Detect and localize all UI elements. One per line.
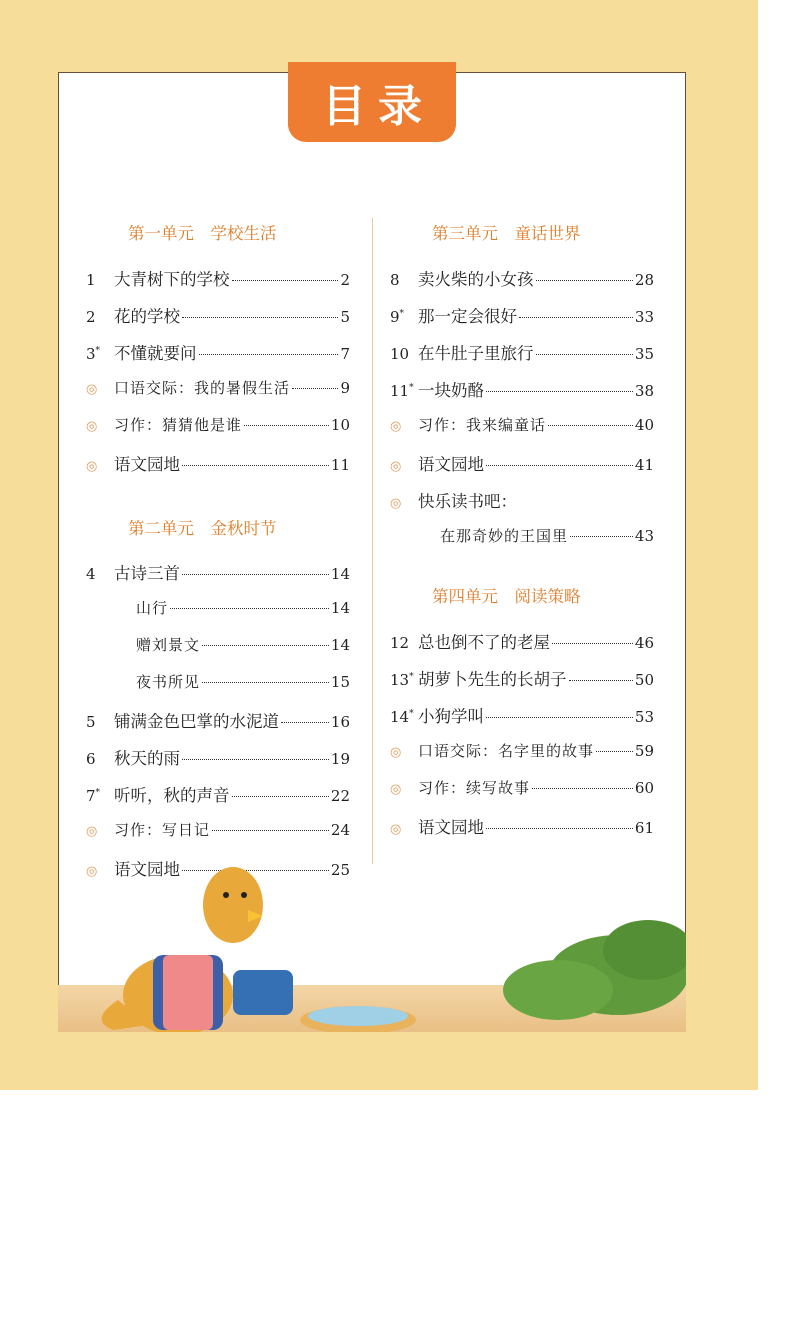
page-number: 14 bbox=[330, 636, 350, 654]
dot-leader bbox=[202, 682, 329, 683]
lesson-number: 1 bbox=[86, 271, 96, 289]
entry-title: 山行 bbox=[136, 599, 169, 617]
page-number: 5 bbox=[340, 308, 350, 326]
page-number: 2 bbox=[340, 271, 350, 289]
optional-mark: * bbox=[409, 709, 414, 719]
toc-entry[interactable] bbox=[390, 777, 654, 798]
unit-title: 第一单元 学校生活 bbox=[128, 224, 277, 243]
page-number: 33 bbox=[634, 308, 654, 326]
page-number: 25 bbox=[330, 861, 350, 879]
entry-title: 习作：我来编童话 bbox=[418, 416, 547, 434]
toc-entry[interactable] bbox=[390, 629, 654, 653]
entry-title: 赠刘景文 bbox=[136, 636, 201, 654]
entry-title: 语文园地 bbox=[114, 455, 180, 474]
dot-leader bbox=[596, 751, 633, 752]
bullet-icon: ◎ bbox=[86, 419, 98, 434]
entry-title: 在那奇妙的王国里 bbox=[440, 527, 569, 545]
entry-title: 总也倒不了的老屋 bbox=[418, 633, 550, 652]
bullet-icon: ◎ bbox=[86, 864, 98, 879]
lesson-number: 9* bbox=[390, 308, 405, 326]
page-number: 15 bbox=[330, 673, 350, 691]
entry-title: 卖火柴的小女孩 bbox=[418, 270, 534, 289]
toc-entry[interactable] bbox=[440, 525, 654, 546]
entry-title: 夜书所见 bbox=[136, 673, 201, 691]
optional-mark: * bbox=[409, 672, 414, 682]
dot-leader bbox=[199, 354, 339, 355]
lesson-number: 3* bbox=[86, 345, 101, 363]
page-number: 61 bbox=[634, 819, 654, 837]
dot-leader bbox=[212, 830, 329, 831]
bullet-icon: ◎ bbox=[390, 822, 402, 837]
lesson-number: 14* bbox=[390, 708, 414, 726]
toc-entry[interactable] bbox=[86, 303, 350, 327]
dot-leader bbox=[182, 317, 338, 318]
lesson-number: 6 bbox=[86, 750, 96, 768]
optional-mark: * bbox=[95, 788, 101, 798]
toc-entry[interactable] bbox=[390, 814, 654, 838]
page-number: 40 bbox=[634, 416, 654, 434]
page-number: 11 bbox=[330, 456, 350, 474]
page-number: 22 bbox=[330, 787, 350, 805]
dot-leader bbox=[170, 608, 329, 609]
entry-title: 快乐读书吧： bbox=[418, 492, 517, 511]
dot-leader bbox=[292, 388, 338, 389]
unit-title: 第二单元 金秋时节 bbox=[128, 519, 277, 538]
page-number: 43 bbox=[634, 527, 654, 545]
page-number: 59 bbox=[634, 742, 654, 760]
dot-leader bbox=[486, 828, 633, 829]
toc-entry[interactable] bbox=[136, 671, 350, 692]
optional-mark: * bbox=[95, 346, 101, 356]
page-number: 53 bbox=[634, 708, 654, 726]
dot-leader bbox=[486, 717, 633, 718]
bullet-icon: ◎ bbox=[390, 496, 402, 511]
entry-title: 习作：续写故事 bbox=[418, 779, 531, 797]
dot-leader bbox=[519, 317, 633, 318]
page-number: 19 bbox=[330, 750, 350, 768]
page-number: 28 bbox=[634, 271, 654, 289]
entry-title: 大青树下的学校 bbox=[114, 270, 230, 289]
optional-mark: * bbox=[399, 309, 405, 319]
toc-entry[interactable] bbox=[390, 340, 654, 364]
page-number: 35 bbox=[634, 345, 654, 363]
dot-leader bbox=[552, 643, 633, 644]
entry-title: 花的学校 bbox=[114, 307, 180, 326]
column-divider bbox=[372, 218, 373, 864]
bullet-icon: ◎ bbox=[86, 824, 98, 839]
unit-title: 第三单元 童话世界 bbox=[432, 224, 581, 243]
toc-entry[interactable] bbox=[136, 597, 350, 618]
illustration bbox=[58, 850, 686, 1032]
lesson-number: 5 bbox=[86, 713, 96, 731]
dot-leader bbox=[232, 796, 329, 797]
lesson-number: 7* bbox=[86, 787, 101, 805]
toc-entry[interactable] bbox=[390, 703, 654, 727]
toc-entry[interactable] bbox=[86, 708, 350, 732]
toc-entry[interactable] bbox=[86, 340, 350, 364]
entry-title: 一块奶酪 bbox=[418, 381, 484, 400]
bullet-icon: ◎ bbox=[390, 459, 402, 474]
entry-title: 听听，秋的声音 bbox=[114, 786, 230, 805]
dot-leader bbox=[536, 280, 633, 281]
toc-entry[interactable] bbox=[86, 560, 350, 584]
page-number: 24 bbox=[330, 821, 350, 839]
toc-entry[interactable] bbox=[390, 740, 654, 761]
dot-leader bbox=[244, 425, 329, 426]
entry-title: 习作：写日记 bbox=[114, 821, 211, 839]
toc-entry[interactable] bbox=[390, 266, 654, 290]
entry-title: 小狗学叫 bbox=[418, 707, 484, 726]
page-number: 10 bbox=[330, 416, 350, 434]
toc-entry[interactable] bbox=[390, 451, 654, 475]
page-number: 14 bbox=[330, 565, 350, 583]
bullet-icon: ◎ bbox=[86, 459, 98, 474]
lesson-number: 8 bbox=[390, 271, 400, 289]
page-number: 38 bbox=[634, 382, 654, 400]
entry-title: 胡萝卜先生的长胡子 bbox=[418, 670, 567, 689]
lesson-number: 11* bbox=[390, 382, 414, 400]
entry-title: 铺满金色巴掌的水泥道 bbox=[114, 712, 279, 731]
page-number: 7 bbox=[340, 345, 350, 363]
toc-entry[interactable] bbox=[136, 634, 350, 655]
toc-entry[interactable] bbox=[86, 819, 350, 840]
dot-leader bbox=[182, 465, 329, 466]
bullet-icon: ◎ bbox=[390, 419, 402, 434]
washbasin-illustration bbox=[300, 1006, 416, 1032]
entry-title: 习作：猜猜他是谁 bbox=[114, 416, 243, 434]
dot-leader bbox=[486, 391, 633, 392]
toc-entry[interactable] bbox=[86, 377, 350, 398]
toc-entry[interactable] bbox=[86, 451, 350, 475]
dot-leader bbox=[232, 280, 339, 281]
bullet-icon: ◎ bbox=[86, 382, 98, 397]
entry-title: 口语交际：名字里的故事 bbox=[418, 742, 595, 760]
toc-entry[interactable] bbox=[390, 303, 654, 327]
dot-leader bbox=[536, 354, 633, 355]
toc-entry[interactable] bbox=[390, 414, 654, 435]
optional-mark: * bbox=[409, 383, 414, 393]
lesson-number: 4 bbox=[86, 565, 96, 583]
entry-title: 在牛肚子里旅行 bbox=[418, 344, 534, 363]
entry-title: 不懂就要问 bbox=[114, 344, 197, 363]
bullet-icon: ◎ bbox=[390, 745, 402, 760]
page-number: 41 bbox=[634, 456, 654, 474]
entry-title: 那一定会很好 bbox=[418, 307, 517, 326]
page-number: 14 bbox=[330, 599, 350, 617]
page-title: 目录 bbox=[322, 81, 434, 132]
dot-leader bbox=[202, 645, 329, 646]
entry-title: 秋天的雨 bbox=[114, 749, 180, 768]
toc-entry[interactable] bbox=[86, 782, 350, 806]
entry-title: 口语交际：我的暑假生活 bbox=[114, 379, 291, 397]
toc-entry[interactable] bbox=[86, 414, 350, 435]
toc-entry[interactable] bbox=[390, 488, 654, 512]
dot-leader bbox=[281, 722, 329, 723]
lesson-number: 13* bbox=[390, 671, 414, 689]
lesson-number: 10 bbox=[390, 345, 410, 363]
lesson-number: 12 bbox=[390, 634, 410, 652]
dot-leader bbox=[569, 680, 633, 681]
page-number: 60 bbox=[634, 779, 654, 797]
page-number: 46 bbox=[634, 634, 654, 652]
dot-leader bbox=[570, 536, 633, 537]
dot-leader bbox=[486, 465, 633, 466]
entry-title: 语文园地 bbox=[418, 455, 484, 474]
entry-title: 古诗三首 bbox=[114, 564, 180, 583]
toc-entry[interactable] bbox=[86, 266, 350, 290]
page-number: 9 bbox=[340, 379, 350, 397]
dot-leader bbox=[182, 759, 329, 760]
dot-leader bbox=[548, 425, 633, 426]
toc-entry[interactable] bbox=[390, 377, 654, 401]
entry-title: 语文园地 bbox=[418, 818, 484, 837]
title-tab bbox=[288, 62, 456, 142]
dot-leader bbox=[532, 788, 633, 789]
toc-entry[interactable] bbox=[390, 666, 654, 690]
page-number: 50 bbox=[634, 671, 654, 689]
toc-entry[interactable] bbox=[86, 745, 350, 769]
chicken-illustration bbox=[102, 867, 293, 1032]
dot-leader bbox=[182, 574, 329, 575]
bullet-icon: ◎ bbox=[390, 782, 402, 797]
unit-title: 第四单元 阅读策略 bbox=[432, 587, 581, 606]
bush-illustration bbox=[503, 920, 686, 1020]
lesson-number: 2 bbox=[86, 308, 96, 326]
entry-title: 语文园地 bbox=[114, 860, 180, 879]
page-number: 16 bbox=[330, 713, 350, 731]
